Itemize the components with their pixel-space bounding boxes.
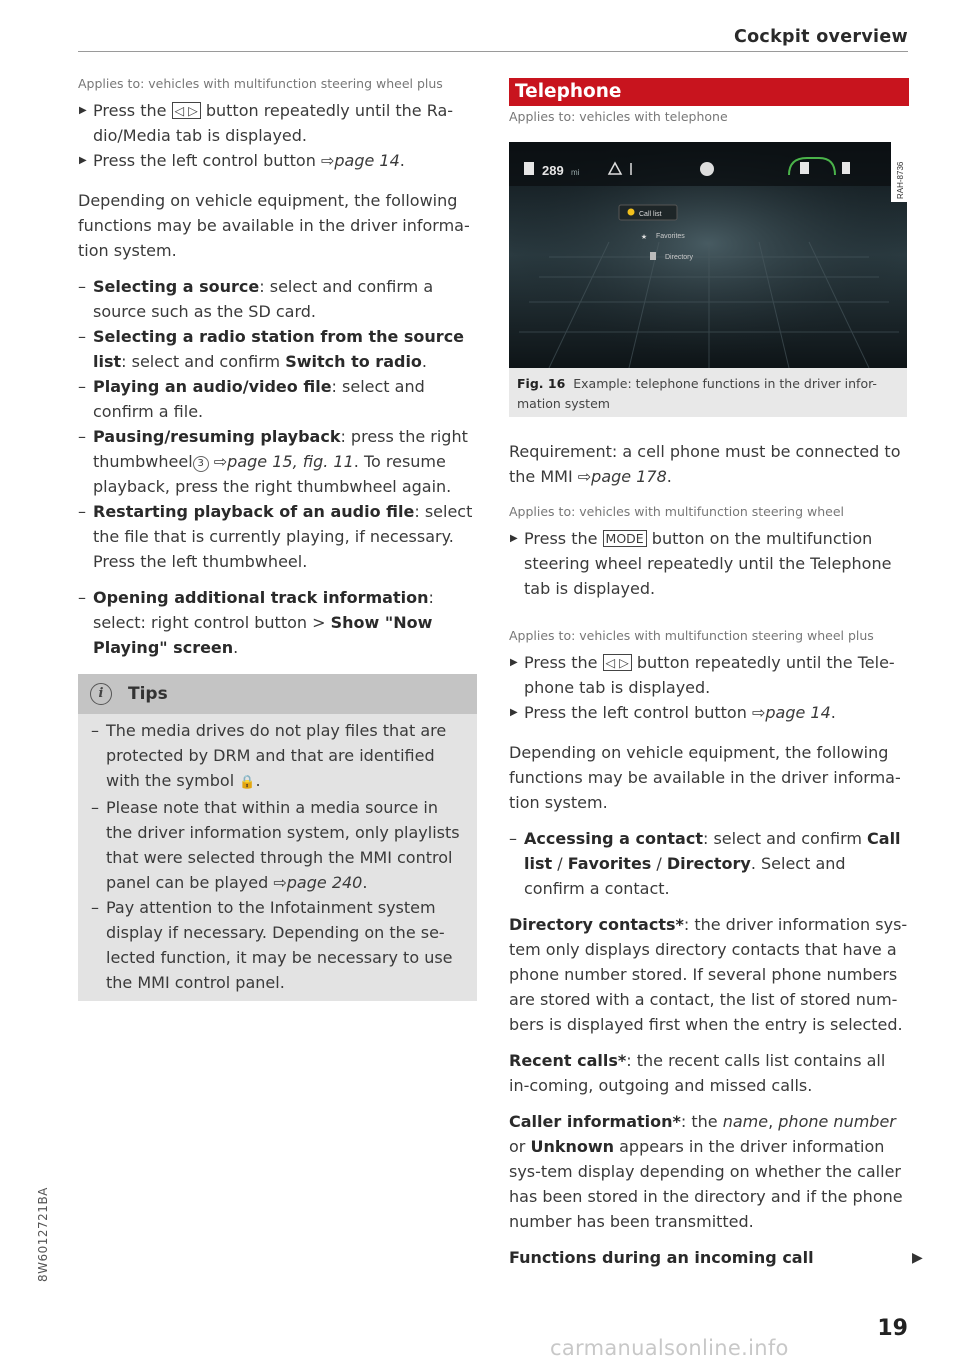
list-item: – Selecting a radio station from the source list: select and confirm Switch to radio. — [78, 327, 465, 371]
applies-note: Applies to: vehicles with multifunction steering wheel plus — [509, 628, 874, 643]
caller-info-paragraph: Caller information*: the name, phone number or Unknown appears in the driver information sys-tem display depending on whether the caller has been stored in the directory and if the phone number has been transmitted. — [509, 1112, 903, 1231]
arrow-icon: ⇨ — [751, 703, 766, 722]
info-icon: i — [90, 683, 112, 705]
compass-icon — [700, 162, 714, 176]
step-item: ▶ Press the ◁ ▷ button repeatedly until the Tele-phone tab is displayed. — [509, 650, 909, 700]
document-code: 8W6012721BA — [36, 1187, 50, 1282]
page-number: 19 — [877, 1316, 908, 1341]
arrow-icon: ⇨ — [577, 467, 592, 486]
watermark: carmanualsonline.info — [550, 1336, 789, 1360]
tips-title: Tips — [128, 684, 168, 704]
arrow-icon: ⇨ — [213, 452, 228, 471]
tip-item: – The media drives do not play files that are protected by DRM and that are identified with the symbol 🔒. — [91, 721, 447, 790]
page-link[interactable]: page 240 — [286, 873, 363, 892]
section-title: Cockpit overview — [733, 27, 908, 47]
list-item: – Pausing/resuming playback: press the right thumbwheel 3 ⇨page 15, fig. 11. To resume playback, press the right thumbwheel again. — [78, 427, 468, 496]
menu-item-directory: Directory — [665, 254, 694, 261]
step-arrow-icon: ▶ — [79, 105, 87, 116]
media-button-key: ◁ ▷ — [603, 654, 632, 671]
telephone-display-graphic — [509, 142, 907, 368]
step-item: ▶ Press the MODE button on the multifunction steering wheel repeatedly until the Telephone tab is displayed. — [509, 526, 909, 601]
step-arrow-icon: ▶ — [510, 707, 518, 718]
list-item: – Playing an audio/video file: select and confirm a file. — [78, 377, 425, 421]
page-link[interactable]: page 14 — [334, 151, 400, 170]
directory-icon — [650, 252, 656, 260]
applies-note: Applies to: vehicles with multifunction steering wheel plus — [78, 76, 443, 91]
recent-calls-paragraph: Recent calls*: the recent calls list contains all in-coming, outgoing and missed calls. — [509, 1051, 886, 1095]
applies-note: Applies to: vehicles with multifunction steering wheel — [509, 504, 844, 519]
call-list-icon — [628, 209, 635, 216]
step-arrow-icon: ▶ — [510, 657, 518, 668]
requirement-paragraph: Requirement: a cell phone must be connected to the MMI ⇨page 178. — [509, 442, 901, 486]
step-arrow-icon: ▶ — [79, 155, 87, 166]
functions-heading: Functions during an incoming call — [509, 1248, 814, 1267]
tips-body — [78, 714, 477, 1001]
page-link[interactable]: page 178 — [591, 467, 667, 486]
mode-button-key: MODE — [603, 530, 647, 547]
intro-paragraph: Depending on vehicle equipment, the following functions may be available in the driver informa-tion system. — [78, 191, 470, 260]
lock-icon: 🔒 — [239, 775, 256, 790]
continue-arrow-icon: ▶ — [912, 1250, 923, 1266]
step-item: ▶ Press the left control button ⇨page 14. — [509, 700, 909, 725]
favorites-star-icon: ★ — [640, 234, 648, 241]
intro-paragraph: Depending on vehicle equipment, the following functions may be available in the driver informa-tion system. — [509, 743, 901, 812]
right-column — [509, 78, 909, 1270]
range-unit: mi — [571, 168, 580, 177]
driver-info-display-image — [509, 142, 907, 368]
page-link[interactable]: page 15, fig. 11 — [227, 452, 354, 471]
list-item: – Selecting a source: select and confirm a source such as the SD card. — [78, 277, 434, 321]
figure-code: RAH-8736 — [896, 161, 905, 199]
tips-header — [78, 674, 477, 714]
applies-note: Applies to: vehicles with telephone — [509, 109, 728, 124]
media-button-key: ◁ ▷ — [172, 102, 201, 119]
range-value: 289 — [542, 163, 564, 178]
step-arrow-icon: ▶ — [510, 533, 518, 544]
phone-tab-icon — [800, 162, 809, 174]
tip-item: – Please note that within a media source in the driver information system, only playlists that were selected through the MMI control panel can be played ⇨page 240. — [91, 798, 460, 892]
tips-box — [78, 674, 477, 1001]
menu-item-favorites: Favorites — [656, 233, 685, 240]
list-item: – Opening additional track information: select: right control button > Show "Now Playing" screen. — [78, 588, 434, 657]
thumbwheel-callout-icon: 3 — [193, 456, 209, 472]
left-column — [78, 76, 478, 1001]
arrow-icon: ⇨ — [320, 151, 335, 170]
list-item: – Restarting playback of an audio file: select the file that is currently playing, if necessary. Press the left thumbwheel. — [78, 502, 473, 571]
step-item: ▶ Press the ◁ ▷ button repeatedly until the Ra- dio/Media tab is displayed. — [78, 98, 478, 148]
directory-contacts-paragraph: Directory contacts*: the driver information sys-tem only displays directory contacts that have a phone number stored. If several phone numbers are stored with a contact, the list of stored num-bers is displayed first when the entry is selected. — [509, 915, 908, 1034]
header-rule — [78, 51, 908, 52]
figure-caption: Fig. 16 Example: telephone functions in the driver infor-mation system — [517, 376, 877, 411]
tip-item: – Pay attention to the Infotainment system display if necessary. Depending on the se-lected function, it may be necessary to use the MMI control panel. — [91, 898, 453, 992]
list-item: – Accessing a contact: select and confirm Call list / Favorites / Directory. Select and confirm a contact. — [509, 829, 901, 898]
page-link[interactable]: page 14 — [765, 703, 831, 722]
telephone-section-bar: Telephone — [509, 78, 909, 106]
svg-text:Call list: Call list — [639, 211, 662, 218]
figure-16 — [509, 142, 907, 417]
step-item: ▶ Press the left control button ⇨page 14. — [78, 148, 478, 173]
arrow-icon: ⇨ — [273, 873, 287, 892]
